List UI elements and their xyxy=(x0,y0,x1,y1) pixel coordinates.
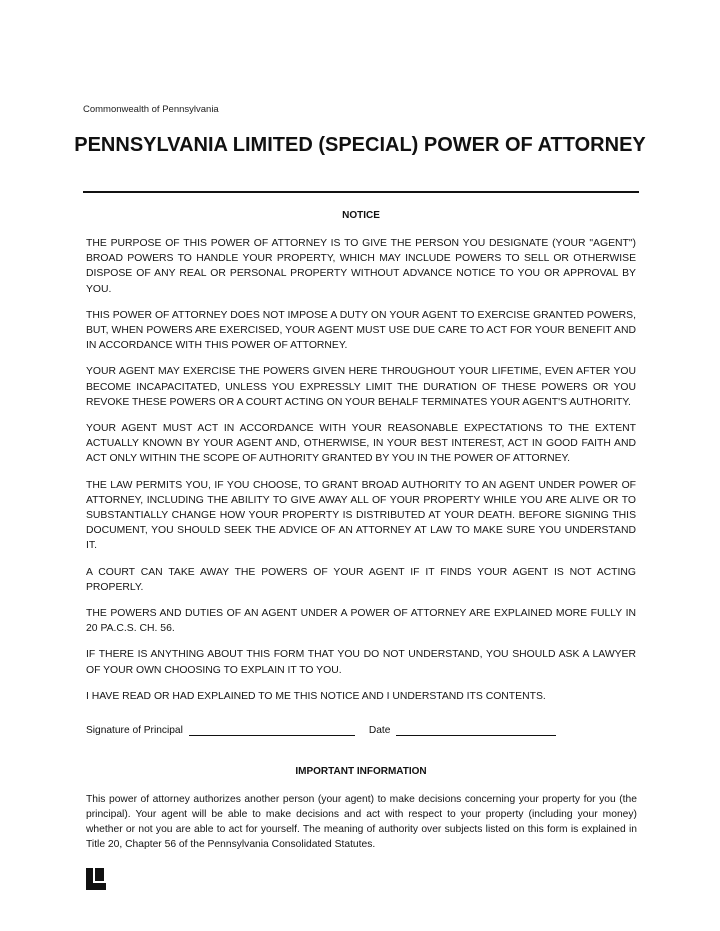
notice-paragraph: THE LAW PERMITS YOU, IF YOU CHOOSE, TO GRANT BROAD AUTHORITY TO AN AGENT UNDER POWER OF ATTORNEY, INCLUDING THE ABILITY TO GIVE AWAY ALL OF YOUR PROPERTY WHILE YOU ARE ALIVE OR TO SUBSTANTIALLY CHANGE HOW YOUR PROPERTY IS DISTRIBUTED AT YOUR DEATH. BEFORE SIGNING THIS DOCUMENT, YOU SHOULD SEEK THE ADVICE OF AN ATTORNEY AT LAW TO MAKE SURE YOU UNDERSTAND IT. xyxy=(86,479,636,552)
notice-paragraph: YOUR AGENT MAY EXERCISE THE POWERS GIVEN HERE THROUGHOUT YOUR LIFETIME, EVEN AFTER YOU BECOME INCAPACITATED, UNLESS YOU EXPRESSLY LIMIT THE DURATION OF THESE POWERS OR YOU REVOKE THESE POWERS OR A COURT ACTING ON YOUR BEHALF TERMINATES YOUR AGENT'S AUTHORITY. xyxy=(86,366,636,408)
signature-row xyxy=(86,725,636,736)
brand-logo-icon xyxy=(86,868,106,890)
notice-body xyxy=(86,236,636,715)
document-title: PENNSYLVANIA LIMITED (SPECIAL) POWER OF ATTORNEY xyxy=(74,134,646,156)
notice-paragraph: YOUR AGENT MUST ACT IN ACCORDANCE WITH YOUR REASONABLE EXPECTATIONS TO THE EXTENT ACTUALLY KNOWN BY YOUR AGENT AND, OTHERWISE, IN YOUR BEST INTEREST, ACT IN GOOD FAITH AND ACT ONLY WITHIN THE SCOPE OF AUTHORITY GRANTED BY YOU IN THE POWER OF ATTORNEY. xyxy=(86,423,636,465)
important-text: This power of attorney authorizes another person (your agent) to make decisions concerning your property for you (the principal). Your agent will be able to make decisions and act with respect to your property (including your money) whether or not you are able to act for yourself. The meaning of authority over subjects listed on this form is explained in Title 20, Chapter 56 of the Pennsylvania Consolidated Statutes. xyxy=(86,794,637,850)
notice-paragraph: IF THERE IS ANYTHING ABOUT THIS FORM THAT YOU DO NOT UNDERSTAND, YOU SHOULD ASK A LAWYER OF YOUR OWN CHOOSING TO EXPLAIN IT TO YOU. xyxy=(86,649,636,676)
date-line[interactable] xyxy=(396,725,556,736)
date-label: Date xyxy=(368,725,391,736)
notice-heading: NOTICE xyxy=(342,210,380,221)
important-heading: IMPORTANT INFORMATION xyxy=(295,766,427,777)
principal-signature-label: Signature of Principal xyxy=(86,725,183,736)
notice-paragraph: I HAVE READ OR HAD EXPLAINED TO ME THIS NOTICE AND I UNDERSTAND ITS CONTENTS. xyxy=(86,690,546,702)
notice-paragraph: THE PURPOSE OF THIS POWER OF ATTORNEY IS TO GIVE THE PERSON YOU DESIGNATE (YOUR "AGENT") BROAD POWERS TO HANDLE YOUR PROPERTY, WHICH MAY INCLUDE POWERS TO SELL OR OTHERWISE DISPOSE OF ANY REAL OR PERSONAL PROPERTY WITHOUT ADVANCE NOTICE TO YOU OR APPROVAL BY YOU. xyxy=(86,238,636,295)
notice-paragraph: THIS POWER OF ATTORNEY DOES NOT IMPOSE A DUTY ON YOUR AGENT TO EXERCISE GRANTED POWERS, BUT, WHEN POWERS ARE EXERCISED, YOUR AGENT MUST USE DUE CARE TO ACT FOR YOUR BENEFIT AND IN ACCORDANCE WITH THIS POWER OF ATTORNEY. xyxy=(86,309,636,352)
principal-signature-line[interactable] xyxy=(189,725,355,736)
title-divider xyxy=(83,191,639,193)
jurisdiction-label: Commonwealth of Pennsylvania xyxy=(83,104,219,115)
notice-paragraph: THE POWERS AND DUTIES OF AN AGENT UNDER A POWER OF ATTORNEY ARE EXPLAINED MORE FULLY IN 20 PA.C.S. CH. 56. xyxy=(86,608,636,635)
notice-paragraph: A COURT CAN TAKE AWAY THE POWERS OF YOUR AGENT IF IT FINDS YOUR AGENT IS NOT ACTING PROPERLY. xyxy=(86,566,636,593)
